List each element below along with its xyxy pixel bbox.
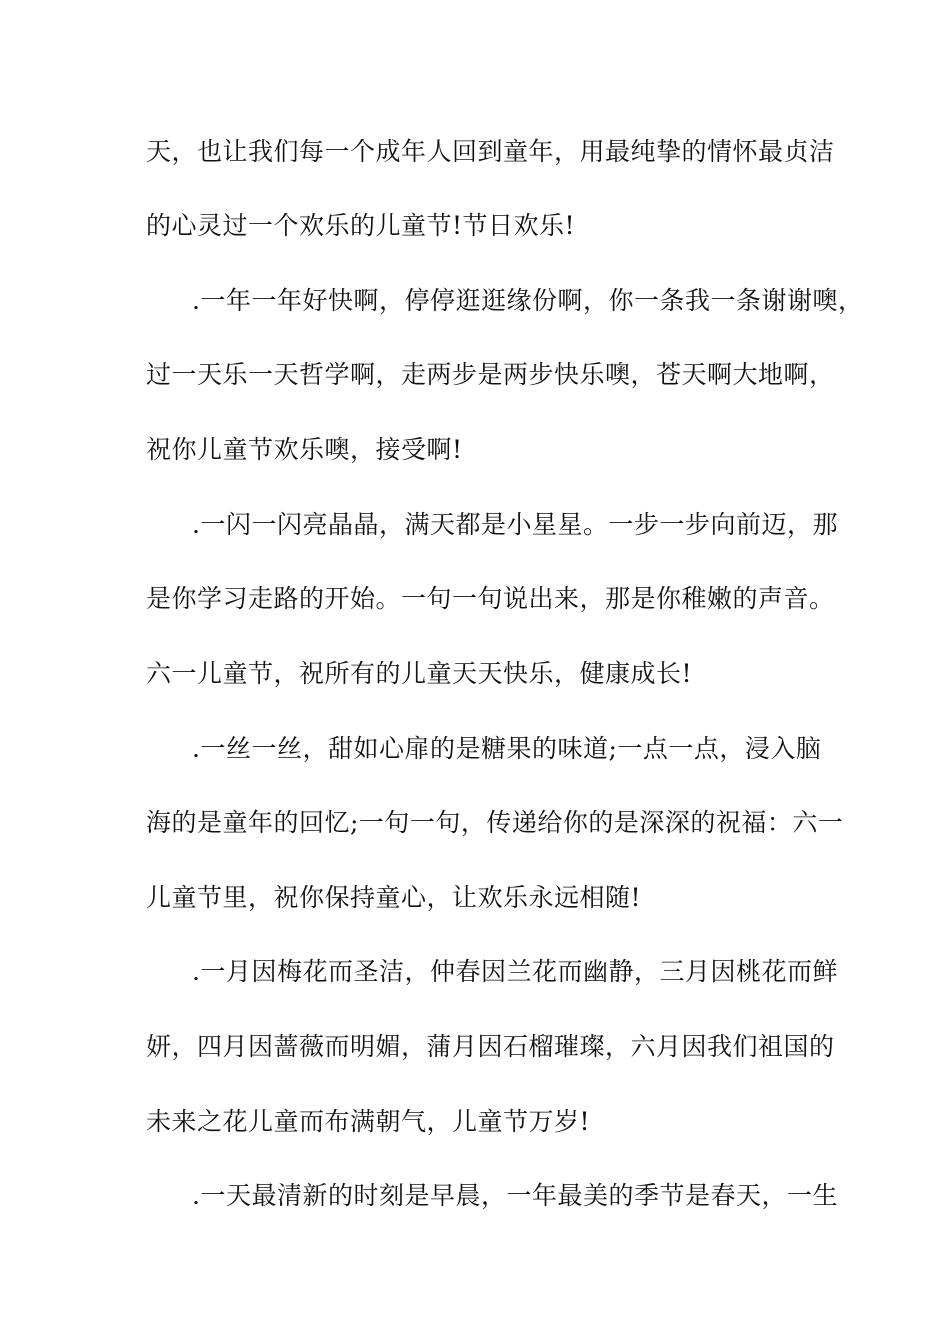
text-line: 天，也让我们每一个成年人回到童年，用最纯挚的情怀最贞洁 (146, 137, 835, 166)
text-line: 妍，四月因蔷薇而明媚，蒲月因石榴璀璨，六月因我们祖国的 (146, 1032, 835, 1061)
paragraph-first-line: .一丝一丝，甜如心扉的是糖果的味道;一点一点，浸入脑 (192, 734, 822, 763)
paragraph-first-line: .一月因梅花而圣洁，仲春因兰花而幽静，三月因桃花而鲜 (192, 957, 838, 986)
paragraph-first-line: .一天最清新的时刻是早晨，一年最美的季节是春天，一生 (192, 1181, 838, 1210)
text-line: 祝你儿童节欢乐噢，接受啊! (146, 435, 463, 464)
text-line: 是你学习走路的开始。一句一句说出来，那是你稚嫩的声音。 (146, 584, 835, 613)
text-line: 的心灵过一个欢乐的儿童节!节日欢乐! (146, 211, 576, 240)
paragraph-first-line: .一年一年好快啊，停停逛逛缘份啊，你一条我一条谢谢噢， (192, 286, 864, 315)
text-line: 儿童节里，祝你保持童心，让欢乐永远相随! (146, 883, 642, 912)
text-line: 海的是童年的回忆;一句一句，传递给你的是深深的祝福：六一 (146, 808, 844, 837)
text-line: 未来之花儿童而布满朝气，儿童节万岁! (146, 1107, 591, 1136)
paragraph-first-line: .一闪一闪亮晶晶，满天都是小星星。一步一步向前迈，那 (192, 510, 838, 539)
text-line: 六一儿童节，祝所有的儿童天天快乐，健康成长! (146, 659, 693, 688)
text-line: 过一天乐一天哲学啊，走两步是两步快乐噢，苍天啊大地啊， (146, 360, 835, 389)
